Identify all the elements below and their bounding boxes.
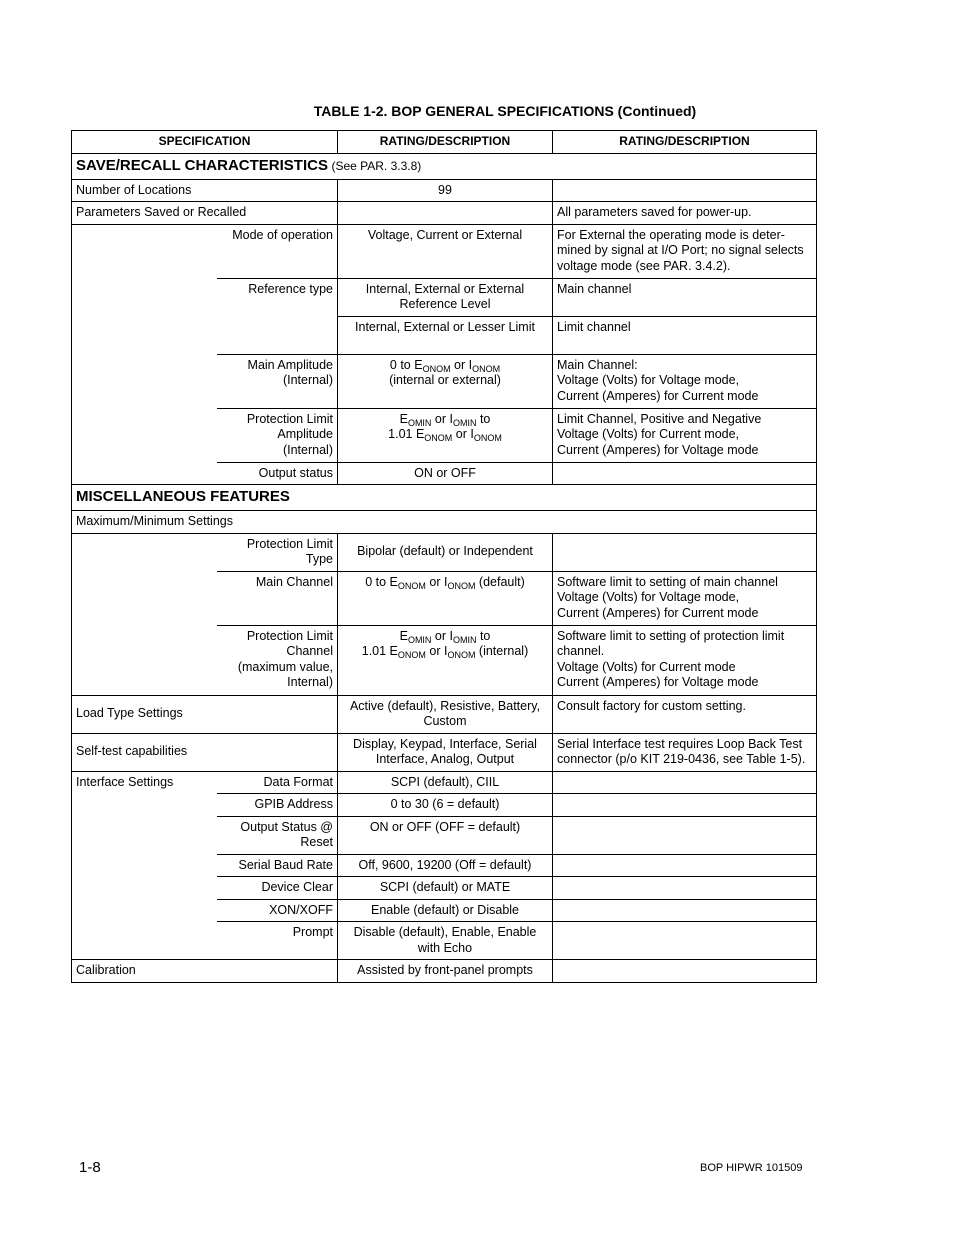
rating-line: (internal or external) — [389, 373, 501, 387]
description-value: Limit channel — [553, 316, 817, 354]
page-number: 1-8 — [79, 1159, 101, 1176]
section-ref: (See PAR. 3.3.8) — [331, 158, 422, 173]
rating-value — [338, 354, 553, 408]
rating-line: 0 to $E_{ONOM}$ or $I_{ONOM}$ — [389, 357, 501, 374]
description-value: Software limit to setting of protection limit channel. Voltage (Volts) for Current mode Current (Amperes) for Voltage mode — [553, 625, 817, 695]
description-value: Main channel — [553, 278, 817, 316]
spec-label: Mode of operation — [217, 224, 338, 278]
interface-label: Output Status @ Reset — [217, 816, 338, 854]
rating-value: Enable (default) or Disable — [338, 899, 553, 922]
rating-value: 99 — [338, 179, 553, 202]
description-value: Serial Interface test requires Loop Back Test connector (p/o KIT 219-0436, see Table 1-5). — [553, 733, 817, 771]
description-value — [553, 816, 817, 854]
section-save-recall — [72, 153, 817, 179]
rating-value — [338, 202, 553, 225]
rating-value: 0 to 30 (6 = default) — [338, 794, 553, 817]
description-value: For External the operating mode is deter-mined by signal at I/O Port; no signal selects voltage mode (see PAR. 3.4.2). — [553, 224, 817, 278]
spec-label: Parameters Saved or Recalled — [72, 202, 338, 225]
description-value — [553, 533, 817, 571]
table-title: TABLE 1-2. BOP GENERAL SPECIFICATIONS (Continued) — [313, 103, 697, 119]
description-value: Limit Channel, Positive and Negative Voltage (Volts) for Current mode, Current (Amperes) for Voltage mode — [553, 408, 817, 462]
document-id: BOP HIPWR 101509 — [700, 1162, 803, 1174]
spec-table — [71, 130, 817, 983]
rating-value: $E_{OMIN}$ or $I_{OMIN}$ to 1.01 $E_{ONOM}$ or $I_{ONOM}$ (internal) — [338, 625, 553, 695]
description-value — [553, 462, 817, 485]
interface-label: GPIB Address — [217, 794, 338, 817]
interface-label: XON/XOFF — [217, 899, 338, 922]
description-value: Main Channel: Voltage (Volts) for Voltage mode, Current (Amperes) for Current mode — [553, 354, 817, 408]
section-misc — [72, 485, 817, 511]
indent-spacer — [72, 533, 217, 695]
spec-label: Protection Limit Type — [217, 533, 338, 571]
rating-value: Internal, External or Lesser Limit — [338, 316, 553, 354]
description-value: All parameters saved for power-up. — [553, 202, 817, 225]
rating-value: Bipolar (default) or Independent — [338, 533, 553, 571]
rating-value: ON or OFF (OFF = default) — [338, 816, 553, 854]
rating-value: 0 to $E_{ONOM}$ or $I_{ONOM}$ (default) — [338, 571, 553, 625]
description-value — [553, 899, 817, 922]
rating-value: Disable (default), Enable, Enable with Echo — [338, 922, 553, 960]
header-description: RATING/DESCRIPTION — [553, 131, 817, 154]
section-title: MISCELLANEOUS FEATURES — [76, 488, 290, 506]
spec-label: Reference type — [217, 278, 338, 316]
spec-label: Self-test capabilities — [72, 733, 338, 771]
spec-label: Number of Locations — [72, 179, 338, 202]
interface-label: Data Format — [217, 771, 338, 794]
spec-label: Main Channel — [217, 571, 338, 625]
spec-label: Maximum/Minimum Settings — [72, 511, 817, 534]
description-value — [553, 854, 817, 877]
description-value: Consult factory for custom setting. — [553, 695, 817, 733]
rating-value: SCPI (default), CIIL — [338, 771, 553, 794]
description-value — [553, 771, 817, 794]
rating-value: Internal, External or External Reference Level — [338, 278, 553, 316]
rating-value: Display, Keypad, Interface, Serial Interface, Analog, Output — [338, 733, 553, 771]
description-value — [553, 179, 817, 202]
interface-label: Prompt — [217, 922, 338, 960]
description-value — [553, 922, 817, 960]
description-value — [553, 877, 817, 900]
interface-label: Device Clear — [217, 877, 338, 900]
section-title: SAVE/RECALL CHARACTERISTICS — [76, 156, 328, 174]
spec-label: Protection Limit Amplitude (Internal) — [217, 408, 338, 462]
rating-value: Off, 9600, 19200 (Off = default) — [338, 854, 553, 877]
rating-value: SCPI (default) or MATE — [338, 877, 553, 900]
description-value: Software limit to setting of main channel Voltage (Volts) for Voltage mode, Current (Amperes) for Current mode — [553, 571, 817, 625]
spec-label: Interface Settings — [72, 771, 217, 960]
header-specification: SPECIFICATION — [72, 131, 338, 154]
spec-line: Main Amplitude — [247, 357, 333, 372]
spec-label-empty — [217, 316, 338, 354]
spec-label: Calibration — [72, 960, 338, 983]
header-rating: RATING/DESCRIPTION — [338, 131, 553, 154]
spec-label — [217, 354, 338, 408]
interface-label: Serial Baud Rate — [217, 854, 338, 877]
rating-value: Assisted by front-panel prompts — [338, 960, 553, 983]
spec-label: Load Type Settings — [72, 695, 338, 733]
rating-value: Voltage, Current or External — [338, 224, 553, 278]
rating-value: ON or OFF — [338, 462, 553, 485]
description-value — [553, 960, 817, 983]
spec-label: Protection Limit Channel (maximum value, Internal) — [217, 625, 338, 695]
description-value — [553, 794, 817, 817]
spec-line: (Internal) — [282, 373, 333, 387]
spec-label: Output status — [217, 462, 338, 485]
rating-value: Active (default), Resistive, Battery, Custom — [338, 695, 553, 733]
rating-value: $E_{OMIN}$ or $I_{OMIN}$ to 1.01 $E_{ONOM}$ or $I_{ONOM}$ — [338, 408, 553, 462]
indent-spacer — [72, 224, 217, 485]
